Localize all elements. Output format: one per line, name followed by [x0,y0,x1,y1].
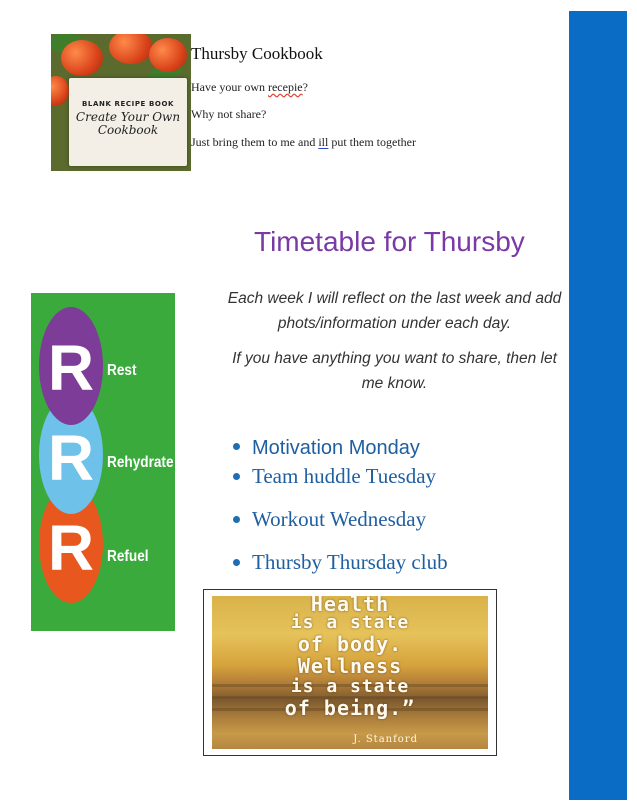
letter-r: R [47,332,95,404]
bullet-dot-icon [233,473,240,480]
quote-author: J. Stanford [353,734,418,745]
cookbook-title: Thursby Cookbook [191,44,323,63]
bullet-text: Workout Wednesday [252,507,427,531]
cookbook-line-recipe [191,80,308,95]
tomato-shape [61,40,103,76]
sunset-sea-image [212,596,488,749]
quote-line: Health [310,596,390,616]
bullet-dot-icon [233,443,240,450]
tomato-shape [51,76,69,106]
cookbook-cover-image [51,34,191,171]
cover-script-text: Create Your Own Cookbook [75,110,181,137]
bullet-item [233,507,426,532]
text-segment: Just bring them to me and [191,135,319,149]
bullet-dot-icon [233,516,240,523]
cover-small-text: BLANK RECIPE BOOK [81,100,175,108]
letter-r: R [47,512,95,584]
health-quote-image [203,589,497,756]
text-segment: ? [302,80,308,94]
text-segment: put them together [328,135,416,149]
bullet-item [233,464,436,489]
quote-line: is a state [290,676,410,697]
recipe-paper [69,78,187,166]
bullet-text: Team huddle Tuesday [252,464,437,488]
quote-line: Wellness [297,654,403,678]
cookbook-line-share: Why not share? [191,107,267,121]
bullet-dot-icon [233,559,240,566]
text-segment: Have your own [191,80,268,94]
tomato-shape [149,38,187,72]
quote-line: of being.” [284,696,416,720]
blue-sidebar-bar [569,11,627,800]
rehydrate-label: Rehydrate [107,454,174,471]
rest-rehydrate-refuel-graphic [31,293,175,631]
refuel-label: Refuel [107,548,149,565]
intro-paragraph: Each week I will reflect on the last week and add phots/information under each day. [227,290,562,332]
bullet-text: Motivation Monday [252,437,420,459]
quote-line: of body. [297,632,403,656]
misspelled-word: recepie [267,80,303,94]
bullet-text: Thursby Thursday club [252,550,448,574]
tomato-shape [109,34,153,64]
share-paragraph: If you have anything you want to share, then let me know. [232,350,557,392]
rest-label: Rest [107,362,137,379]
cookbook-line-bring [191,135,416,150]
page-heading: Timetable for Thursby [254,226,525,257]
letter-r: R [47,422,95,494]
bullet-item [233,550,448,575]
quote-line: is a state [290,612,410,633]
flagged-word: ill [318,135,329,149]
bullet-item [233,437,420,460]
